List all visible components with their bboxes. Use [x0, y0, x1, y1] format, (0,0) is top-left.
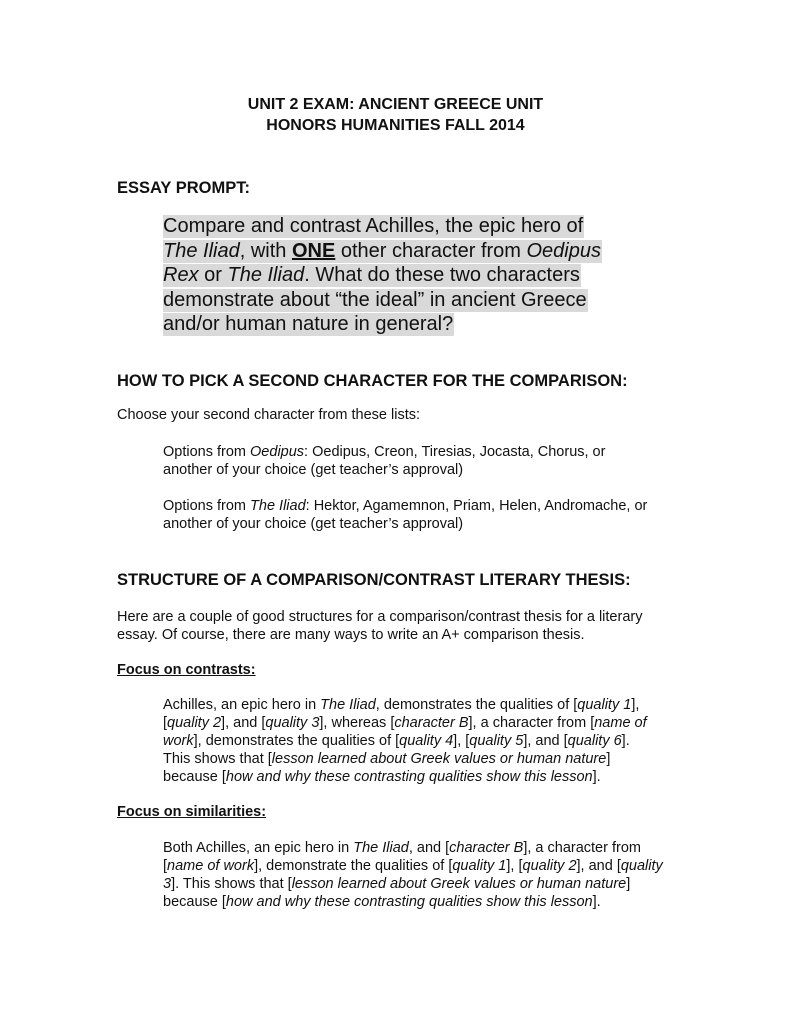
- contrasts-line: This shows that [lesson learned about Greek values or human nature]: [163, 751, 611, 767]
- structure-paragraph-line1: Here are a couple of good structures for a comparison/contrast thesis for a literary: [117, 609, 643, 625]
- similarities-line: because [how and why these contrasting qualities show this lesson].: [163, 894, 601, 910]
- iliad-options: Options from The Iliad: Hektor, Agamemnon, Priam, Helen, Andromache, or: [163, 498, 648, 514]
- contrasts-line: [quality 2], and [quality 3], whereas [character B], a character from [name of: [163, 715, 647, 731]
- oedipus-options: Options from Oedipus: Oedipus, Creon, Tiresias, Jocasta, Chorus, or: [163, 444, 606, 460]
- essay-prompt-heading: ESSAY PROMPT:: [117, 179, 250, 197]
- prompt-line: Compare and contrast Achilles, the epic hero of: [163, 215, 584, 237]
- contrasts-line: because [how and why these contrasting qualities show this lesson].: [163, 769, 601, 785]
- prompt-line: Rex or The Iliad. What do these two characters: [163, 264, 580, 286]
- oedipus-options-cont: another of your choice (get teacher’s approval): [163, 462, 464, 478]
- course-title: HONORS HUMANITIES FALL 2014: [266, 117, 525, 134]
- exam-title: UNIT 2 EXAM: ANCIENT GREECE UNIT: [247, 96, 544, 113]
- similarities-line: Both Achilles, an epic hero in The Iliad, and [character B], a character from: [163, 840, 641, 856]
- emphasis-one: ONE: [291, 239, 336, 262]
- pick-intro: Choose your second character from these lists:: [117, 407, 421, 423]
- similarities-heading: Focus on similarities:: [117, 804, 267, 820]
- contrasts-line: Achilles, an epic hero in The Iliad, demonstrates the qualities of [quality 1],: [163, 697, 640, 713]
- pick-heading: HOW TO PICK A SECOND CHARACTER FOR THE COMPARISON:: [117, 372, 628, 390]
- similarities-line: [name of work], demonstrate the qualities of [quality 1], [quality 2], and [quality: [163, 858, 663, 874]
- structure-paragraph-line2: essay. Of course, there are many ways to write an A+ comparison thesis.: [117, 627, 585, 643]
- prompt-line: The Iliad, with ONE other character from Oedipus: [163, 239, 601, 262]
- prompt-line: demonstrate about “the ideal” in ancient Greece: [163, 288, 587, 311]
- essay-prompt-box: [163, 214, 602, 337]
- similarities-line: 3]. This shows that [lesson learned about Greek values or human nature]: [163, 876, 631, 892]
- structure-heading: STRUCTURE OF A COMPARISON/CONTRAST LITERARY THESIS:: [117, 571, 631, 589]
- contrasts-heading: Focus on contrasts:: [117, 662, 256, 678]
- iliad-options-cont: another of your choice (get teacher’s approval): [163, 516, 464, 532]
- contrasts-line: work], demonstrates the qualities of [quality 4], [quality 5], and [quality 6].: [163, 733, 630, 749]
- prompt-line: and/or human nature in general?: [163, 313, 454, 335]
